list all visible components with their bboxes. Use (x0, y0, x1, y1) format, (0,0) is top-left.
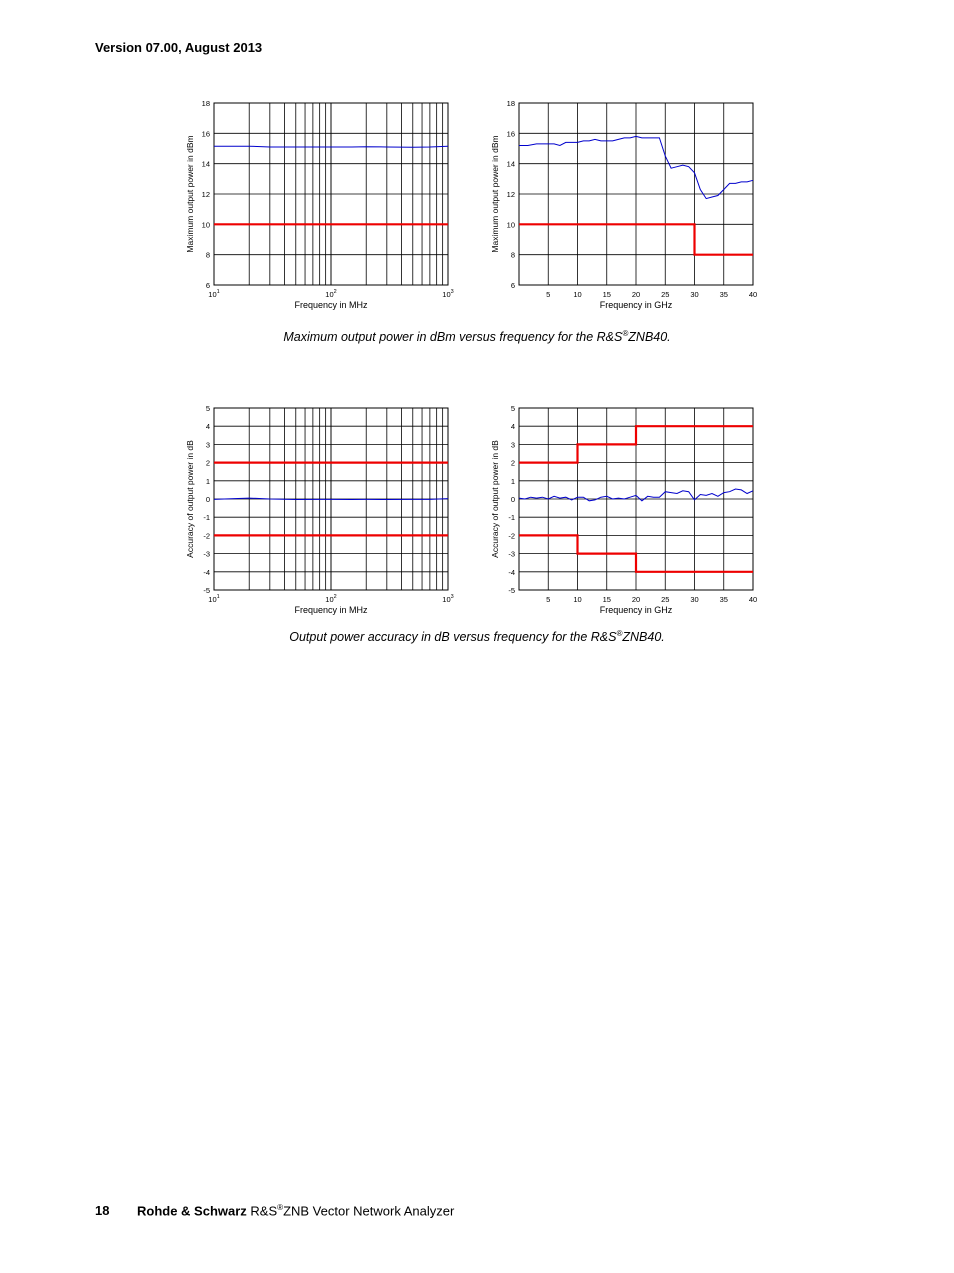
y-tick-label: 0 (205, 495, 210, 504)
chart-accuracy-ghz-svg (485, 400, 775, 625)
x-tick-label: $10^3$ (442, 594, 454, 604)
y-tick-label: 18 (201, 99, 210, 108)
product-name: ZNB Vector Network Analyzer (283, 1203, 455, 1219)
y-axis-label: Accuracy of output power in dB (185, 440, 195, 558)
y-tick-label: 16 (506, 129, 515, 139)
caption-accuracy-model: ZNB40. (622, 630, 665, 645)
chart-accuracy-mhz-svg (180, 400, 470, 625)
y-tick-label: 10 (201, 220, 210, 230)
registered-mark: ® (622, 329, 629, 338)
caption-accuracy (0, 629, 954, 644)
y-tick-label: 10 (506, 220, 515, 230)
x-tick-label: 25 (661, 595, 670, 604)
y-axis-label: Maximum output power in dBm (490, 135, 500, 253)
x-tick-label: 20 (631, 595, 641, 604)
y-tick-label: 6 (510, 281, 515, 290)
caption-max-power-model: ZNB40. (628, 330, 671, 345)
y-tick-label: 5 (205, 404, 210, 413)
y-tick-label: 2 (205, 458, 210, 468)
y-axis-label: Accuracy of output power in dB (490, 440, 500, 558)
y-tick-label: 18 (506, 99, 515, 108)
y-tick-label: 5 (510, 404, 515, 413)
y-tick-label: -3 (203, 549, 210, 559)
x-tick-label: 20 (631, 290, 641, 299)
x-tick-label: $10^1$ (208, 289, 220, 299)
x-tick-label: 5 (546, 595, 551, 604)
x-tick-label: 40 (748, 595, 758, 604)
document-version-header: Version 07.00, August 2013 (95, 40, 263, 55)
y-tick-label: 8 (205, 250, 210, 260)
registered-mark: ® (277, 1203, 284, 1212)
chart-accuracy-ghz (485, 400, 775, 625)
y-tick-label: -1 (203, 513, 210, 523)
x-tick-label: 30 (690, 290, 699, 299)
y-tick-label: 3 (205, 440, 210, 450)
x-tick-label: 15 (602, 595, 611, 604)
caption-max-power (0, 329, 954, 344)
y-tick-label: 8 (510, 250, 515, 260)
registered-mark: ® (616, 629, 623, 638)
x-axis-label: Frequency in GHz (599, 300, 673, 310)
x-tick-label: 15 (602, 290, 611, 299)
y-tick-label: 4 (510, 422, 515, 432)
company-name: Rohde & Schwarz (137, 1203, 247, 1219)
caption-max-power-text: Maximum output power in dBm versus frequency for the R&S (283, 330, 623, 345)
y-tick-label: -5 (508, 586, 515, 595)
y-tick-label: -4 (203, 567, 210, 577)
x-tick-label: $10^2$ (325, 289, 337, 299)
y-tick-label: 0 (510, 495, 515, 504)
caption-accuracy-text: Output power accuracy in dB versus frequency for the R&S (289, 630, 617, 645)
x-axis-label: Frequency in MHz (294, 605, 368, 615)
page-footer (95, 1203, 454, 1218)
y-tick-label: 3 (510, 440, 515, 450)
chart-accuracy-mhz (180, 400, 470, 625)
y-tick-label: 14 (506, 159, 515, 169)
chart-max-power-mhz (180, 95, 470, 320)
x-tick-label: 5 (546, 290, 551, 299)
chart-max-power-ghz (485, 95, 775, 320)
y-tick-label: -2 (508, 531, 515, 541)
y-tick-label: 12 (506, 190, 515, 199)
y-tick-label: 1 (205, 476, 210, 486)
y-tick-label: 4 (205, 422, 210, 432)
chart-max-power-mhz-svg (180, 95, 470, 320)
x-tick-label: 25 (661, 290, 670, 299)
page-number: 18 (95, 1203, 110, 1219)
y-axis-label: Maximum output power in dBm (185, 135, 195, 253)
chart-max-power-ghz-svg (485, 95, 775, 320)
x-tick-label: 10 (573, 595, 582, 604)
x-tick-label: 10 (573, 290, 582, 299)
y-tick-label: 16 (201, 129, 210, 139)
y-tick-label: 14 (201, 159, 210, 169)
y-tick-label: 6 (205, 281, 210, 290)
x-tick-label: 35 (719, 595, 728, 604)
y-tick-label: 2 (510, 458, 515, 468)
x-tick-label: $10^3$ (442, 289, 454, 299)
x-axis-label: Frequency in GHz (599, 605, 673, 615)
y-tick-label: -1 (508, 513, 515, 523)
y-tick-label: -4 (508, 567, 515, 577)
x-axis-label: Frequency in MHz (294, 300, 368, 310)
y-tick-label: -5 (203, 586, 210, 595)
y-tick-label: -3 (508, 549, 515, 559)
x-tick-label: 40 (748, 290, 758, 299)
y-tick-label: 1 (510, 476, 515, 486)
x-tick-label: 35 (719, 290, 728, 299)
y-tick-label: -2 (203, 531, 210, 541)
product-prefix: R&S (250, 1203, 278, 1219)
x-tick-label: $10^2$ (325, 594, 337, 604)
y-tick-label: 12 (201, 190, 210, 199)
x-tick-label: 30 (690, 595, 699, 604)
x-tick-label: $10^1$ (208, 594, 220, 604)
